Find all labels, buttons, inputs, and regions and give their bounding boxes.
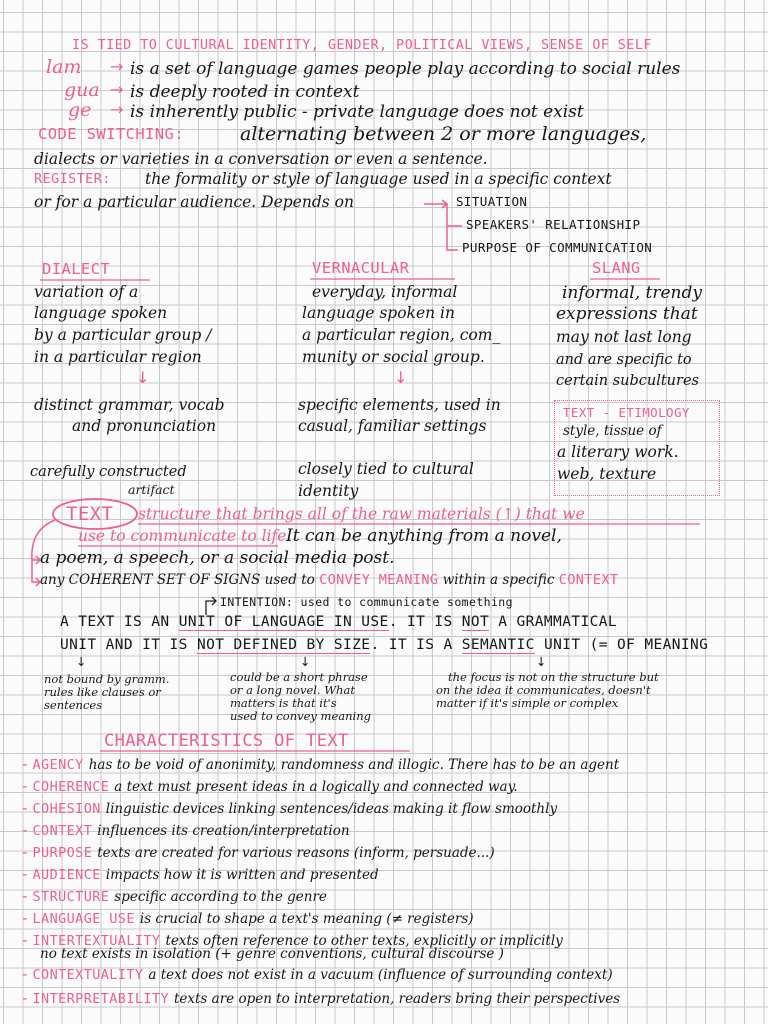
key-gua: gua xyxy=(64,79,100,101)
unit-line2-c: . IT IS A xyxy=(370,637,453,653)
unit-line2 xyxy=(60,638,708,653)
unit-line2-d: SEMANTIC xyxy=(461,637,535,653)
artifact-note: carefully constructed xyxy=(30,464,187,480)
unit-note-3: on the idea it communicates, doesn't xyxy=(436,683,651,697)
unit-line1-a: A TEXT IS AN xyxy=(60,614,170,630)
unit-line2-a: UNIT AND IT IS xyxy=(60,637,188,653)
vernacular-feature: casual, familiar settings xyxy=(298,417,487,435)
dash-bullet-icon: - xyxy=(22,909,33,927)
characteristic-term: COHESION xyxy=(32,801,101,817)
code-switching-term: CODE SWITCHING: xyxy=(38,125,184,143)
dialect-line: by a particular group / xyxy=(34,326,212,344)
dialect-line: variation of a xyxy=(34,283,139,301)
characteristic-text-continued: no text exists in isolation (+ genre conventions, cultural discourse ) xyxy=(40,946,504,962)
unit-note-1: not bound by gramm. xyxy=(44,672,170,686)
artifact-note: artifact xyxy=(128,482,175,497)
etymology-line: a literary work. xyxy=(557,443,679,461)
dash-bullet-icon: - xyxy=(22,755,33,773)
characteristic-item xyxy=(22,844,495,861)
dialect-line: language spoken xyxy=(34,304,168,322)
slang-line: informal, trendy xyxy=(562,283,702,303)
unit-line1-c: . IT IS xyxy=(388,614,453,630)
slang-line: may not last long xyxy=(556,328,692,346)
unit-line1-d: NOT xyxy=(461,614,490,630)
slang-line: certain subcultures xyxy=(556,373,699,389)
register-line1: the formality or style of language used in a specific context xyxy=(145,170,612,188)
unit-note-2: matters is that it's xyxy=(230,696,337,710)
unit-note-1: sentences xyxy=(44,698,103,712)
arrow-right-icon: → xyxy=(110,100,124,119)
characteristic-item xyxy=(22,910,474,927)
slang-title: SLANG xyxy=(592,259,641,277)
unit-line1 xyxy=(60,615,617,630)
vernacular-line: language spoken in xyxy=(302,304,455,322)
arrow-down-icon: ↓ xyxy=(136,368,150,387)
vernacular-line: everyday, informal xyxy=(312,283,458,301)
characteristic-item xyxy=(22,800,557,817)
register-factor-situation: SITUATION xyxy=(456,194,528,209)
characteristic-item xyxy=(22,778,518,795)
register-factor-relationship: SPEAKERS' RELATIONSHIP xyxy=(466,217,641,232)
text-def-line4 xyxy=(40,574,618,588)
characteristic-item xyxy=(22,990,620,1007)
characteristic-term: AUDIENCE xyxy=(32,867,101,883)
unit-note-2: or a long novel. What xyxy=(230,683,355,697)
characteristics-title: CHARACTERISTICS OF TEXT xyxy=(104,731,349,751)
unit-note-1: rules like clauses or xyxy=(44,685,161,699)
dash-bullet-icon: - xyxy=(22,887,33,905)
register-line2: or for a particular audience. Depends on xyxy=(34,193,354,211)
code-switching-line1: alternating between 2 or more languages, xyxy=(240,123,647,145)
characteristic-text: linguistic devices linking sentences/ideas making it flow smoothly xyxy=(105,801,558,817)
characteristic-term: INTERPRETABILITY xyxy=(32,991,169,1007)
characteristic-item xyxy=(22,866,379,883)
line4-start: any COHERENT SET OF SIGNS used to xyxy=(40,572,315,588)
arrow-down-icon: ↓ xyxy=(76,654,87,669)
line4-convey: CONVEY MEANING xyxy=(319,572,439,588)
unit-note-3: matter if it's simple or complex xyxy=(436,696,619,710)
line4-context: CONTEXT xyxy=(558,572,619,588)
dash-bullet-icon: - xyxy=(22,989,33,1007)
characteristic-text: a text must present ideas in a logically and connected way. xyxy=(114,779,518,795)
text-term: TEXT xyxy=(66,503,114,525)
dash-bullet-icon: - xyxy=(22,821,33,839)
dialect-feature: distinct grammar, vocab xyxy=(34,396,225,414)
vernacular-tied: identity xyxy=(298,482,359,500)
text-def-line3: a poem, a speech, or a social media post. xyxy=(40,548,395,568)
characteristic-term: CONTEXTUALITY xyxy=(32,967,144,983)
arrow-down-icon: ↓ xyxy=(536,654,547,669)
dash-bullet-icon: - xyxy=(22,843,33,861)
unit-line1-b: UNIT OF LANGUAGE IN USE xyxy=(178,614,389,630)
vernacular-tied: closely tied to cultural xyxy=(298,460,474,478)
dialect-title: DIALECT xyxy=(42,260,111,278)
etymology-box xyxy=(554,400,720,496)
arrow-down-icon: ↓ xyxy=(300,654,311,669)
unit-line2-b: NOT DEFINED BY SIZE xyxy=(196,637,371,653)
intention-arrow xyxy=(206,597,216,615)
unit-line1-e: A GRAMMATICAL xyxy=(498,614,617,630)
characteristic-item xyxy=(22,966,613,983)
dash-bullet-icon: - xyxy=(22,799,33,817)
characteristic-term: AGENCY xyxy=(32,757,84,773)
dialect-line: in a particular region xyxy=(34,348,202,366)
characteristic-term: STRUCTURE xyxy=(32,889,110,905)
code-switching-line2: dialects or varieties in a conversation or even a sentence. xyxy=(34,150,488,168)
arrow-right-icon: → xyxy=(110,57,124,76)
vernacular-line: munity or social group. xyxy=(302,348,485,366)
row-lam-text: is a set of language games people play according to social rules xyxy=(130,59,681,79)
dash-bullet-icon: - xyxy=(22,965,33,983)
register-term: REGISTER: xyxy=(34,171,111,187)
line4-mid: within a specific xyxy=(442,572,555,588)
row-ge-text: is inherently public - private language does not exist xyxy=(130,102,584,122)
dash-bullet-icon: - xyxy=(22,777,33,795)
characteristic-text: specific according to the genre xyxy=(114,889,327,905)
row-gua-text: is deeply rooted in context xyxy=(130,82,360,102)
characteristic-text: impacts how it is written and presented xyxy=(105,867,379,883)
etymology-title: TEXT - ETIMOLOGY xyxy=(563,405,690,420)
unit-note-2: used to convey meaning xyxy=(230,709,371,723)
intention-note: INTENTION: used to communicate something xyxy=(220,595,513,609)
characteristic-term: PURPOSE xyxy=(32,845,93,861)
characteristic-text: is crucial to shape a text's meaning (≠ registers) xyxy=(139,911,474,927)
characteristic-text: has to be void of anonimity, randomness and illogic. There has to be an agent xyxy=(88,757,620,773)
tied-to-identity-line: IS TIED TO CULTURAL IDENTITY, GENDER, POLITICAL VIEWS, SENSE OF SELF xyxy=(72,37,652,53)
characteristic-text: texts are created for various reasons (inform, persuade...) xyxy=(97,845,495,861)
arrow-down-icon: ↓ xyxy=(394,368,408,387)
register-factor-purpose: PURPOSE OF COMMUNICATION xyxy=(462,240,653,255)
dash-bullet-icon: - xyxy=(22,931,33,949)
unit-note-3: the focus is not on the structure but xyxy=(448,670,659,684)
key-lam: lam xyxy=(46,56,82,78)
vernacular-feature: specific elements, used in xyxy=(298,396,501,414)
arrow-right-icon: → xyxy=(110,80,124,99)
unit-note-2: could be a short phrase xyxy=(230,670,368,684)
text-def-pink-line1: structure that brings all of the raw materials (↑) that we xyxy=(138,505,585,523)
characteristic-term: INTERTEXTUALITY xyxy=(32,933,161,949)
dash-bullet-icon: - xyxy=(22,865,33,883)
slang-line: expressions that xyxy=(556,304,698,324)
characteristic-text: influences its creation/interpretation xyxy=(97,823,350,839)
characteristic-item xyxy=(22,756,619,773)
characteristic-term: COHERENCE xyxy=(32,779,110,795)
characteristic-term: CONTEXT xyxy=(32,823,93,839)
dialect-feature: and pronunciation xyxy=(72,417,217,435)
key-ge: ge xyxy=(68,99,92,121)
characteristic-item xyxy=(22,888,327,905)
characteristic-text: a text does not exist in a vacuum (influence of surrounding context) xyxy=(148,967,613,983)
unit-line2-e: UNIT (= OF MEANING xyxy=(543,637,709,653)
etymology-line: web, texture xyxy=(557,465,657,483)
text-def-line2: It can be anything from a novel, xyxy=(286,526,562,546)
vernacular-title: VERNACULAR xyxy=(312,259,410,277)
etymology-line: style, tissue of xyxy=(563,423,662,439)
vernacular-line: a particular region, com_ xyxy=(302,326,501,344)
characteristic-term: LANGUAGE USE xyxy=(32,911,135,927)
slang-line: and are specific to xyxy=(556,352,692,368)
text-def-pink-line2: use to communicate to life. xyxy=(78,527,292,545)
characteristic-text: texts often reference to other texts, explicitly or implicitly xyxy=(165,933,563,949)
characteristic-text: texts are open to interpretation, readers bring their perspectives xyxy=(173,991,621,1007)
characteristic-item xyxy=(22,822,350,839)
